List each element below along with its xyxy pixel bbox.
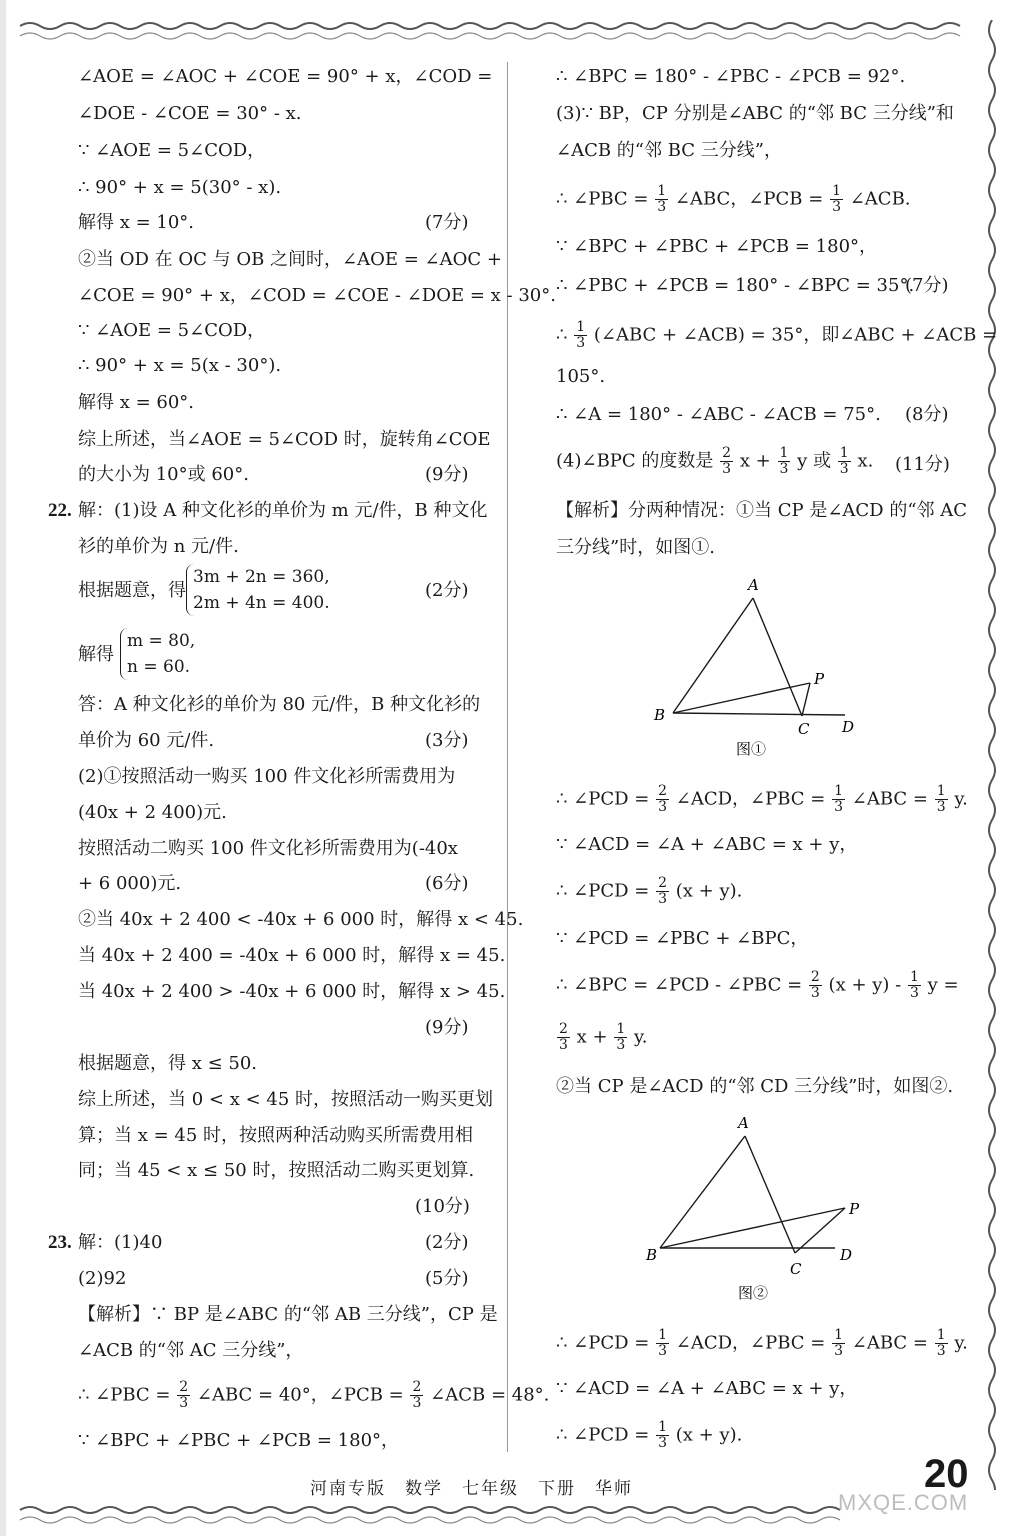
fraction xyxy=(935,784,948,815)
footer-text: 河南专版 数学 七年级 下册 华师 xyxy=(310,1479,633,1499)
numerator: 1 xyxy=(658,1419,668,1435)
score: (6分) xyxy=(425,873,469,894)
numerator: 2 xyxy=(810,969,820,985)
equation: n = 60. xyxy=(127,657,191,677)
text-line: 解得 x = 10°. xyxy=(78,212,195,233)
numerator: 1 xyxy=(779,445,789,461)
denominator: 3 xyxy=(179,1395,189,1411)
label-C: C xyxy=(798,720,810,738)
text: x + xyxy=(576,1026,608,1048)
label-B: B xyxy=(646,1246,658,1264)
label-P: P xyxy=(814,670,825,688)
fraction xyxy=(830,184,843,215)
equation-system xyxy=(120,628,195,680)
figure-caption: 图① xyxy=(736,740,767,758)
text-line: ∠COE = 90° + x，∠COD = ∠COE - ∠DOE = x - 30°. xyxy=(78,285,556,306)
fraction xyxy=(656,876,669,907)
text: ∴ ∠PCD = xyxy=(556,1424,650,1446)
text: ∴ ∠PBC = xyxy=(78,1384,171,1406)
numerator: 1 xyxy=(839,445,849,461)
question-number: 22. xyxy=(48,500,72,521)
fraction xyxy=(935,1328,948,1359)
text-line: 当 40x + 2 400 > -40x + 6 000 时，解得 x > 45. xyxy=(78,981,506,1002)
text-line: ∠ACB 的“邻 AC 三分线”， xyxy=(78,1340,304,1361)
text: ∴ ∠PBC = xyxy=(556,188,649,210)
line-AB xyxy=(673,598,753,713)
question-number: 23. xyxy=(48,1232,72,1253)
text-line: 解得 x = 60°. xyxy=(78,392,195,413)
label-B: B xyxy=(654,706,666,724)
text-line: ∵ ∠BPC + ∠PBC + ∠PCB = 180°， xyxy=(556,236,878,257)
fraction xyxy=(908,970,921,1001)
text-line: 解：(1)40 xyxy=(78,1232,163,1253)
text: ∠ABC = xyxy=(851,788,928,810)
fraction xyxy=(655,184,668,215)
numerator: 2 xyxy=(412,1379,422,1395)
fraction xyxy=(832,1328,845,1359)
text-line: ∠AOE = ∠AOC + ∠COE = 90° + x，∠COD = xyxy=(78,66,493,87)
text-line: ∵ ∠AOE = 5∠COD， xyxy=(78,320,266,341)
text: ∠ABC = 40°，∠PCB = xyxy=(196,1384,404,1406)
numerator: 2 xyxy=(179,1379,189,1395)
text-line: ∠DOE - ∠COE = 30° - x. xyxy=(78,103,302,124)
label-D: D xyxy=(840,1246,853,1264)
text-line: 综上所述，当∠AOE = 5∠COD 时，旋转角∠COE xyxy=(78,429,491,450)
text: ∴ ∠BPC = ∠PCD - ∠PBC = xyxy=(556,974,803,996)
text-line xyxy=(556,446,873,477)
label-P: P xyxy=(849,1200,860,1218)
text: y = xyxy=(927,974,959,996)
text-line: 单价为 60 元/件. xyxy=(78,730,215,751)
numerator: 1 xyxy=(936,1327,946,1343)
numerator: 1 xyxy=(909,969,919,985)
text-line xyxy=(556,320,997,351)
page-number: 20 xyxy=(924,1452,969,1496)
denominator: 3 xyxy=(658,799,668,815)
denominator: 3 xyxy=(909,985,919,1001)
text-line: (2)92 xyxy=(78,1268,127,1289)
fraction xyxy=(656,1328,669,1359)
text-line: 三分线”时，如图①. xyxy=(556,537,715,558)
text: ∴ ∠PCD = xyxy=(556,1332,650,1354)
text-line: ∵ ∠ACD = ∠A + ∠ABC = x + y， xyxy=(556,1378,858,1399)
score: (11分) xyxy=(895,454,950,475)
text-line: 根据题意，得 xyxy=(78,580,186,601)
text-line xyxy=(556,970,959,1001)
text-line: ②当 CP 是∠ACD 的“邻 CD 三分线”时，如图②. xyxy=(556,1076,954,1097)
denominator: 3 xyxy=(657,199,667,215)
numerator: 1 xyxy=(834,1327,844,1343)
score: (2分) xyxy=(425,1232,469,1253)
numerator: 1 xyxy=(616,1021,626,1037)
text-line: ∠ACB 的“邻 BC 三分线”， xyxy=(556,140,782,161)
score: (7分) xyxy=(425,212,469,233)
label-A: A xyxy=(738,1114,749,1132)
label-D: D xyxy=(842,718,855,736)
text: ∴ xyxy=(556,324,568,346)
text: ∴ ∠PCD = xyxy=(556,788,650,810)
right-wavy-border xyxy=(980,20,1010,1490)
text-line: ∵ ∠PCD = ∠PBC + ∠BPC， xyxy=(556,928,809,949)
denominator: 3 xyxy=(832,199,841,215)
score: (9分) xyxy=(425,1017,469,1038)
text-line xyxy=(556,784,968,815)
line-BP xyxy=(673,683,810,713)
text: ∠ABC，∠PCB = xyxy=(674,188,824,210)
denominator: 3 xyxy=(834,1343,844,1359)
numerator: 2 xyxy=(658,783,668,799)
line-CP xyxy=(802,683,810,716)
fraction xyxy=(809,970,822,1001)
line-AB xyxy=(660,1136,745,1248)
text: ∠ACD，∠PBC = xyxy=(675,788,826,810)
line-CP xyxy=(795,1208,845,1253)
text-line: ∵ ∠AOE = 5∠COD， xyxy=(78,140,266,161)
text: x + xyxy=(739,450,771,472)
text: (x + y). xyxy=(675,880,743,902)
text: (∠ABC + ∠ACB) = 35°，即∠ABC + ∠ACB = xyxy=(593,324,998,346)
text-line xyxy=(78,1380,549,1411)
score: (9分) xyxy=(425,464,469,485)
line-AC xyxy=(753,598,802,716)
text-line: 综上所述，当 0 < x < 45 时，按照活动一购买更划 xyxy=(78,1089,494,1110)
column-divider xyxy=(507,62,508,1452)
numerator: 1 xyxy=(576,319,586,335)
figure-1 xyxy=(640,570,880,770)
text-line xyxy=(556,1022,648,1053)
text: (x + y) - xyxy=(828,974,902,996)
text: y. xyxy=(634,1026,648,1048)
denominator: 3 xyxy=(722,461,732,477)
text: ∠ABC = xyxy=(851,1332,928,1354)
text-line xyxy=(556,1328,968,1359)
figure-2 xyxy=(640,1108,880,1308)
fraction xyxy=(838,446,851,477)
score: (2分) xyxy=(425,580,469,601)
text-line: 当 40x + 2 400 = -40x + 6 000 时，解得 x = 45. xyxy=(78,945,506,966)
numerator: 2 xyxy=(559,1021,568,1037)
text-line xyxy=(556,1420,742,1451)
numerator: 1 xyxy=(936,783,946,799)
line-AC xyxy=(745,1136,795,1253)
text-line: 同；当 45 < x ≤ 50 时，按照活动二购买更划算. xyxy=(78,1160,475,1181)
denominator: 3 xyxy=(616,1037,626,1053)
text: ∠ACB. xyxy=(849,188,911,210)
text: y 或 xyxy=(797,450,832,472)
denominator: 3 xyxy=(412,1395,422,1411)
numerator: 1 xyxy=(658,1327,668,1343)
text-line: (40x + 2 400)元. xyxy=(78,802,227,823)
fraction xyxy=(177,1380,190,1411)
denominator: 3 xyxy=(658,891,668,907)
text-line: ∴ ∠BPC = 180° - ∠PBC - ∠PCB = 92°. xyxy=(556,66,906,87)
text-line: ∴ 90° + x = 5(x - 30°). xyxy=(78,355,282,376)
line-BD xyxy=(673,713,845,715)
denominator: 3 xyxy=(834,799,844,815)
fraction xyxy=(614,1022,627,1053)
text-line: 的大小为 10°或 60°. xyxy=(78,464,249,485)
score: (5分) xyxy=(425,1268,469,1289)
numerator: 1 xyxy=(834,783,844,799)
text: ∠ACB = 48°. xyxy=(430,1384,550,1406)
text: y. xyxy=(954,1332,968,1354)
score: (10分) xyxy=(415,1196,470,1217)
denominator: 3 xyxy=(810,985,820,1001)
text-line: ∴ 90° + x = 5(30° - x). xyxy=(78,177,282,198)
denominator: 3 xyxy=(936,1343,946,1359)
text-line: + 6 000)元. xyxy=(78,873,182,894)
text-line: ∴ ∠PBC + ∠PCB = 180° - ∠BPC = 35°. xyxy=(556,275,915,296)
text-line: ②当 OD 在 OC 与 OB 之间时，∠AOE = ∠AOC + xyxy=(78,249,502,270)
denominator: 3 xyxy=(936,799,946,815)
numerator: 2 xyxy=(722,445,732,461)
fraction xyxy=(832,784,845,815)
text-line: (2)①按照活动一购买 100 件文化衫所需费用为 xyxy=(78,766,456,787)
text-line: ∴ ∠A = 180° - ∠ABC - ∠ACB = 75°. xyxy=(556,404,881,425)
denominator: 3 xyxy=(779,461,789,477)
text-line: 衫的单价为 n 元/件. xyxy=(78,536,239,557)
denominator: 3 xyxy=(658,1435,668,1451)
fraction xyxy=(720,446,733,477)
text-line: 答：A 种文化衫的单价为 80 元/件，B 种文化衫的 xyxy=(78,694,481,715)
text: y. xyxy=(954,788,968,810)
text-line: 解得 xyxy=(78,644,114,665)
watermark: MXQE.COM xyxy=(838,1490,969,1515)
numerator: 1 xyxy=(657,183,667,199)
denominator: 3 xyxy=(559,1037,568,1053)
text-line xyxy=(556,876,742,907)
text-line: 根据题意，得 x ≤ 50. xyxy=(78,1053,258,1074)
line-BP xyxy=(660,1208,845,1248)
equation: 2m + 4n = 400. xyxy=(193,593,330,613)
equation-system xyxy=(186,564,330,616)
numerator: 2 xyxy=(658,875,668,891)
text: ∠ACD，∠PBC = xyxy=(675,1332,826,1354)
text-line: 按照活动二购买 100 件文化衫所需费用为(-40x xyxy=(78,838,458,859)
text: ∴ ∠PCD = xyxy=(556,880,650,902)
score: (3分) xyxy=(425,730,469,751)
equation: m = 80, xyxy=(127,631,196,651)
figure-caption: 图② xyxy=(738,1284,769,1302)
text-line: ∵ ∠BPC + ∠PBC + ∠PCB = 180°， xyxy=(78,1430,400,1451)
text: (4)∠BPC 的度数是 xyxy=(556,450,714,472)
denominator: 3 xyxy=(576,335,586,351)
top-wavy-border xyxy=(0,10,1016,50)
denominator: 3 xyxy=(658,1343,668,1359)
score: (7分) xyxy=(905,275,949,296)
text-line: 【解析】∵ BP 是∠ABC 的“邻 AB 三分线”，CP 是 xyxy=(78,1304,498,1325)
fraction xyxy=(778,446,791,477)
text-line: 解：(1)设 A 种文化衫的单价为 m 元/件，B 种文化 xyxy=(78,500,488,521)
equation: 3m + 2n = 360, xyxy=(193,567,330,587)
score: (8分) xyxy=(905,404,949,425)
label-A: A xyxy=(748,576,759,594)
text-line: ②当 40x + 2 400 < -40x + 6 000 时，解得 x < 45. xyxy=(78,909,524,930)
fraction xyxy=(574,320,587,351)
fraction xyxy=(656,784,669,815)
denominator: 3 xyxy=(839,461,849,477)
fraction xyxy=(557,1022,570,1053)
text-line: ∵ ∠ACD = ∠A + ∠ABC = x + y， xyxy=(556,834,858,855)
text-line: 【解析】分两种情况：①当 CP 是∠ACD 的“邻 AC xyxy=(556,500,968,521)
numerator: 1 xyxy=(832,183,841,199)
text-line xyxy=(556,184,911,215)
fraction xyxy=(410,1380,423,1411)
label-C: C xyxy=(790,1260,802,1278)
text: (x + y). xyxy=(675,1424,743,1446)
text-line: (3)∵ BP，CP 分别是∠ABC 的“邻 BC 三分线”和 xyxy=(556,103,954,124)
text-line: 105°. xyxy=(556,366,606,387)
fraction xyxy=(656,1420,669,1451)
text: x. xyxy=(857,450,874,472)
text-line: 算；当 x = 45 时，按照两种活动购买所需费用相 xyxy=(78,1125,474,1146)
left-border-strip xyxy=(0,0,8,1536)
